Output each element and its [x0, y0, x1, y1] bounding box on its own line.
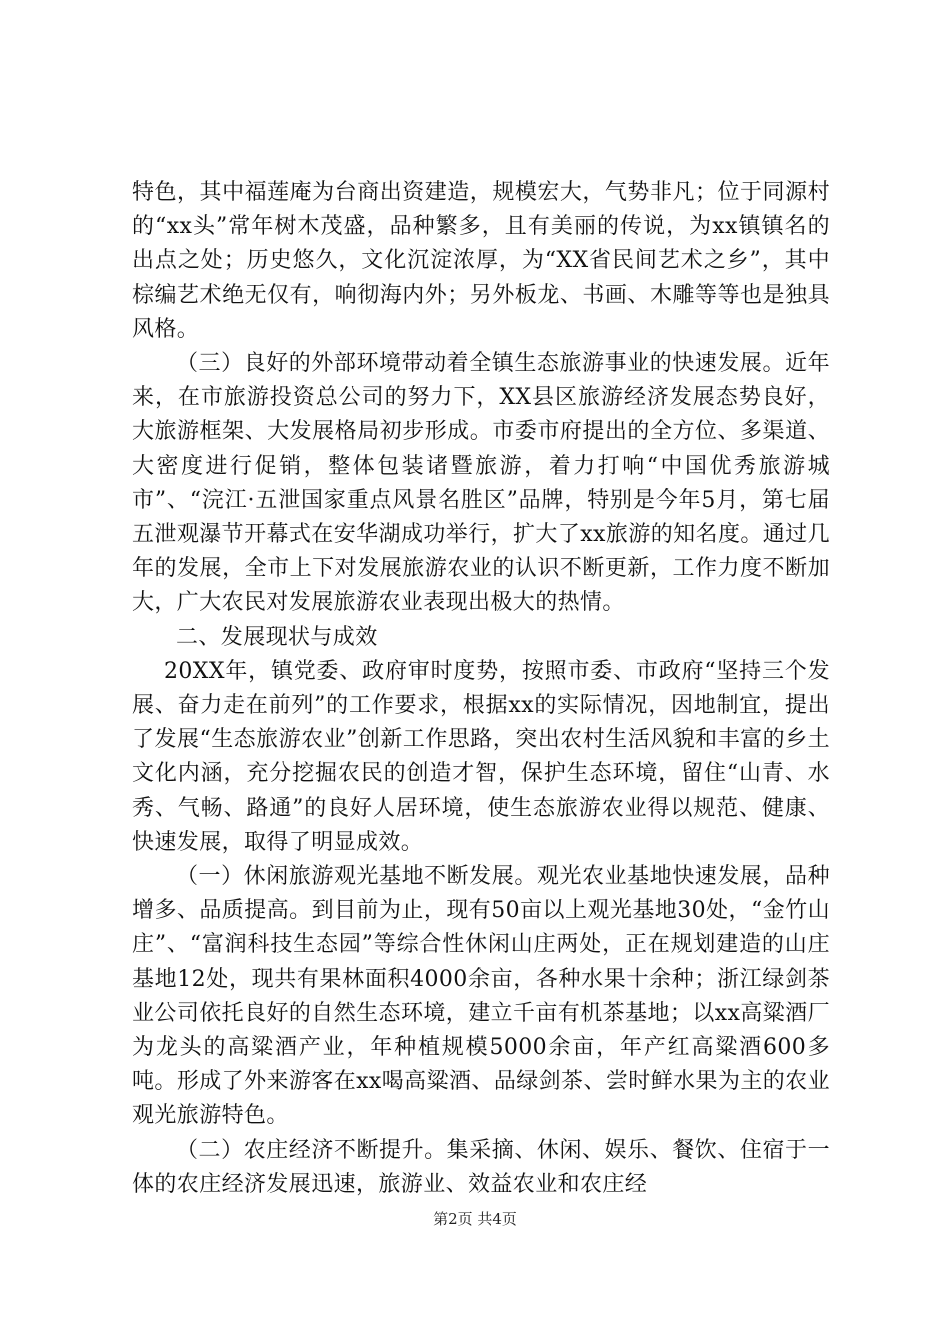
paragraph-continuation: 特色，其中福莲庵为台商出资建造，规模宏大，气势非凡；位于同源村的“xx头”常年树木茂盛，品种繁多，且有美丽的传说，为xx镇镇名的出点之处；历史悠久，文化沉淀浓厚，为“XX省民间艺术之乡”，其中棕编艺术绝无仅有，响彻海内外；另外板龙、书画、木雕等等也是独具风格。 [132, 180, 830, 342]
paragraph-overview: 20XX年，镇党委、政府审时度势，按照市委、市政府“坚持三个发展、奋力走在前列”的工作要求，根据xx的实际情况，因地制宜，提出了发展“生态旅游农业”创新工作思路，突出农村生活风貌和丰富的乡土文化内涵，充分挖掘农民的创造才智，保护生态环境，留住“山青、水秀、气畅、路通”的良好人居环境，使生态旅游农业得以规范、健康、快速发展，取得了明显成效。 [132, 658, 830, 855]
document-body [132, 176, 830, 1202]
page-number-footer: 第2页 共4页 [433, 1210, 517, 1228]
paragraph-subsection-one: （一）休闲旅游观光基地不断发展。观光农业基地快速发展，品种增多、品质提高。到目前为止，现有50亩以上观光基地30处，“金竹山庄”、“富润科技生态园”等综合性休闲山庄两处，正在规划建造的山庄基地12处，现共有果林面积4000余亩，各种水果十余种；浙江绿剑茶业公司依托良好的自然生态环境，建立千亩有机茶基地；以xx高粱酒厂为龙头的高粱酒产业，年种植规模5000余亩，年产红高粱酒600多吨。形成了外来游客在xx喝高粱酒、品绿剑茶、尝时鲜水果为主的农业观光旅游特色。 [132, 864, 830, 1129]
paragraph-subsection-two: （二）农庄经济不断提升。集采摘、休闲、娱乐、餐饮、住宿于一体的农庄经济发展迅速，旅游业、效益农业和农庄经 [132, 1137, 830, 1197]
section-heading-two: 二、发展现状与成效 [176, 624, 378, 650]
paragraph-section-three: （三）良好的外部环境带动着全镇生态旅游事业的快速发展。近年来，在市旅游投资总公司的努力下，XX县区旅游经济发展态势良好，大旅游框架、大发展格局初步形成。市委市府提出的全方位、多渠道、大密度进行促销，整体包装诸暨旅游，着力打响“中国优秀旅游城市”、“浣江·五泄国家重点风景名胜区”品牌，特别是今年5月，第七届五泄观瀑节开幕式在安华湖成功举行，扩大了xx旅游的知名度。通过几年的发展，全市上下对发展旅游农业的认识不断更新，工作力度不断加大，广大农民对发展旅游农业表现出极大的热情。 [132, 351, 830, 616]
